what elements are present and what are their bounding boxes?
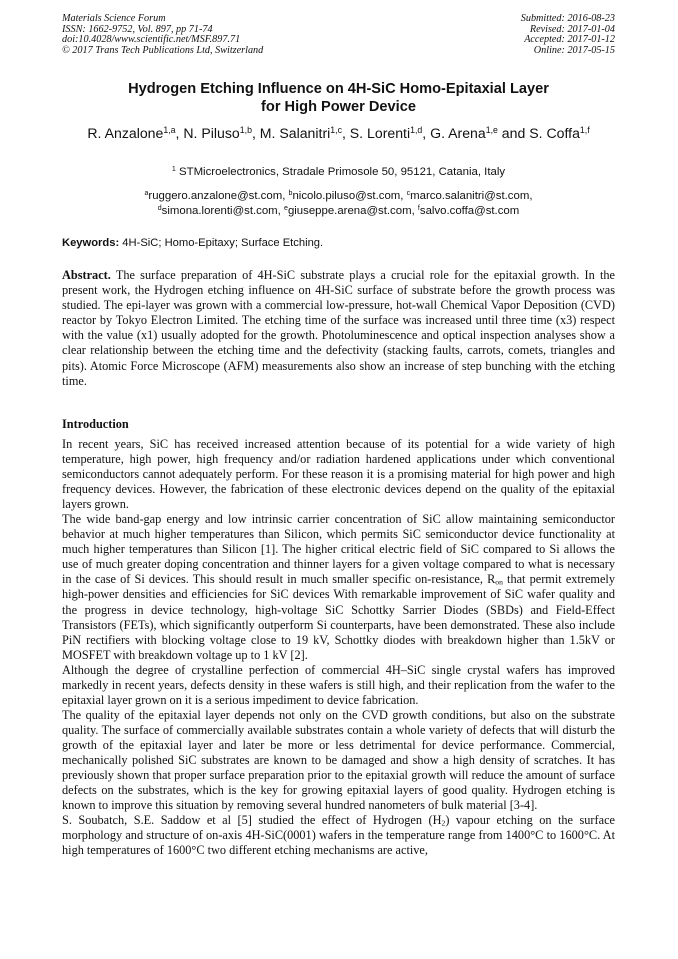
section-title-introduction: Introduction [62,417,129,431]
date-accepted: Accepted: 2017-01-12 [524,34,615,46]
affiliation-mark: 1 [171,166,176,174]
email-separator: , [282,190,289,202]
journal-copyright: © 2017 Trans Tech Publications Ltd, Switzerland [62,44,264,56]
title-line-2: for High Power Device [261,98,416,115]
author-separator: , [175,125,184,141]
paragraph [62,813,615,858]
author-separator: and [497,125,530,141]
paragraph-text: S. Soubatch, S.E. Saddow et al [5] studied the effect of Hydrogen (H [62,813,442,828]
abstract-text: The surface preparation of 4H-SiC substrate plays a crucial role for the epitaxial growth. In the present work, the Hydrogen etching influence on 4H-SiC surface of substrate before the growth process was studied. The epi-layer was grown with a commercial low-pressure, hot-wall Chemical Vapor Deposition (CVD) reactor by Tokyo Electron Limited. The etching time of the surface was increased until three time (x3) respect with the value (x1) usually adopted for the growth. Photoluminescence and optical inspection analyses show a clear relationship between the etching time and the defectivity (stacking faults, carrots, comets, triangles and pits). Atomic Force Microscope (AFM) measurements also show an increase of step bunching with the etching time. [62,268,615,388]
subscript: on [495,577,503,587]
paragraph: The quality of the epitaxial layer depends not only on the CVD growth conditions, but also on the substrate quality. The surface of commercially available substrates contain a whole variety of defects that will disturb the growth of the epitaxial layer and later be more or less detrimental for device performance. Commercial, mechanically polished SiC substrates are known to be damaged and show a high density of scratches. It has previously shown that proper surface preparation prior to the epitaxial growth will reduce the amount of surface defects on the substrates, which is the key for growing epitaxial layers of good quality. Hydrogen etching is known to improve this situation by removing several hundred nanometers of bulk material [3-4]. [62,707,615,813]
author-affil-mark: 1,b [239,125,252,136]
author-separator: , [251,125,260,141]
author-affil-mark: 1,a [163,125,176,136]
affiliation-text: STMicroelectronics, Stradale Primosole 50, 95121, Catania, Italy [175,166,506,178]
author-name: M. Salanitri [259,125,331,141]
email-mark: c [406,190,411,198]
author-name: R. Anzalone [87,125,164,141]
email-separator: , [400,190,407,202]
keywords [62,236,615,250]
affiliation [62,165,615,179]
title-line-1: Hydrogen Etching Influence on 4H-SiC Homo-Epitaxial Layer [128,81,549,97]
email-separator: , [411,204,418,217]
author-separator: , [422,125,431,141]
email-address: ruggero.anzalone@st.com [148,190,283,202]
author-name: G. Arena [430,125,486,141]
paragraph-text: ) vapour etching on the surface morphology and structure of on-axis 4H-SiC(0001) wafers in the temperature range from 1400°C to 1600°C. At high temperatures of 1600°C two different etching mechanisms are active, [62,813,615,858]
author-name: S. Lorenti [349,125,411,141]
paragraph-text: The wide band-gap energy and low intrinsic carrier concentration of SiC allow maintaining semiconductor behavior at much higher temperatures than Silicon, which permits SiC semiconductor device functionality at much higher temperatures than Silicon [1]. The higher critical electric field of SiC compared to Si allows the use of much greater doping concentration and thinner layers for a given voltage compared to what is necessary in the case of Si devices. This should result in much smaller specific on-resistance, R [62,512,615,587]
author-emails [62,189,615,218]
author-name: S. Coffa [529,125,580,141]
subscript: 2 [441,818,446,828]
abstract-label: Abstract. [62,268,111,282]
email-mark: a [144,190,149,198]
email-address: simona.lorenti@st.com [161,204,278,217]
paragraph: Although the degree of crystalline perfection of commercial 4H–SiC single crystal wafers has improved markedly in recent years, defects density in these wafers is still high, and their replication from the wafer to the epitaxial layer grown on it is a serious impediment to device fabrication. [62,662,615,707]
keywords-text: 4H-SiC; Homo-Epitaxy; Surface Etching. [119,237,324,249]
date-revised: Revised: 2017-01-04 [529,23,615,35]
author-affil-mark: 1,f [579,125,590,136]
email-mark: f [417,204,420,212]
introduction-body [62,437,615,858]
journal-info [62,14,263,56]
author-affil-mark: 1,d [410,125,423,136]
paragraph: In recent years, SiC has received increased attention because of its potential for a wide variety of high temperature, high power, high frequency and/or radiation hardened applications under which conventional semiconductors cannot adequately perform. For these reason it is a promising material for high power and high frequency devices. However, the fabrication of these electronic devices depend on the quality of the epitaxial layers grown. [62,437,615,512]
email-separator: , [277,204,285,217]
email-line-2 [62,204,615,219]
author-affil-mark: 1,c [330,125,342,136]
date-submitted: Submitted: 2016-08-23 [520,13,615,24]
author-affil-mark: 1,e [485,125,498,136]
email-mark: b [288,190,293,198]
email-mark: d [157,204,162,212]
email-address: salvo.coffa@st.com [419,204,520,217]
email-line-1 [62,189,615,204]
email-address: giuseppe.arena@st.com [287,204,412,217]
paragraph-text: that permit extremely high-power densities and efficiencies for SiC devices With remarkable improvement of SiC wafer quality and the progress in device technology, high-voltage SiC Schottky Sarrier Diodes (SBDs) and Field-Effect Transistors (FETs), which significantly outperform Si counterparts, have been demonstrated. These also include PiN rectifiers with blocking voltage close to 19 kV, Schottky diodes with breakdown higher than 1.5kV or MOSFET with breakdown voltage up to 1 kV [2]. [62,572,615,662]
paragraph [62,512,615,662]
author-list [62,125,615,143]
paper-title [62,81,615,116]
journal-doi: doi:10.4028/www.scientific.net/MSF.897.71 [62,34,241,46]
abstract [62,268,615,389]
author-separator: , [341,125,350,141]
keywords-label: Keywords: [62,237,120,249]
email-address: marco.salanitri@st.com [410,190,530,202]
email-separator: , [529,190,533,202]
email-address: nicolo.piluso@st.com [292,190,401,202]
email-mark: e [284,204,288,212]
date-online: Online: 2017-05-15 [533,44,615,56]
journal-name: Materials Science Forum [62,13,166,24]
journal-issn: ISSN: 1662-9752, Vol. 897, pp 71-74 [62,23,213,35]
author-name: N. Piluso [183,125,240,141]
publication-dates [521,14,615,56]
